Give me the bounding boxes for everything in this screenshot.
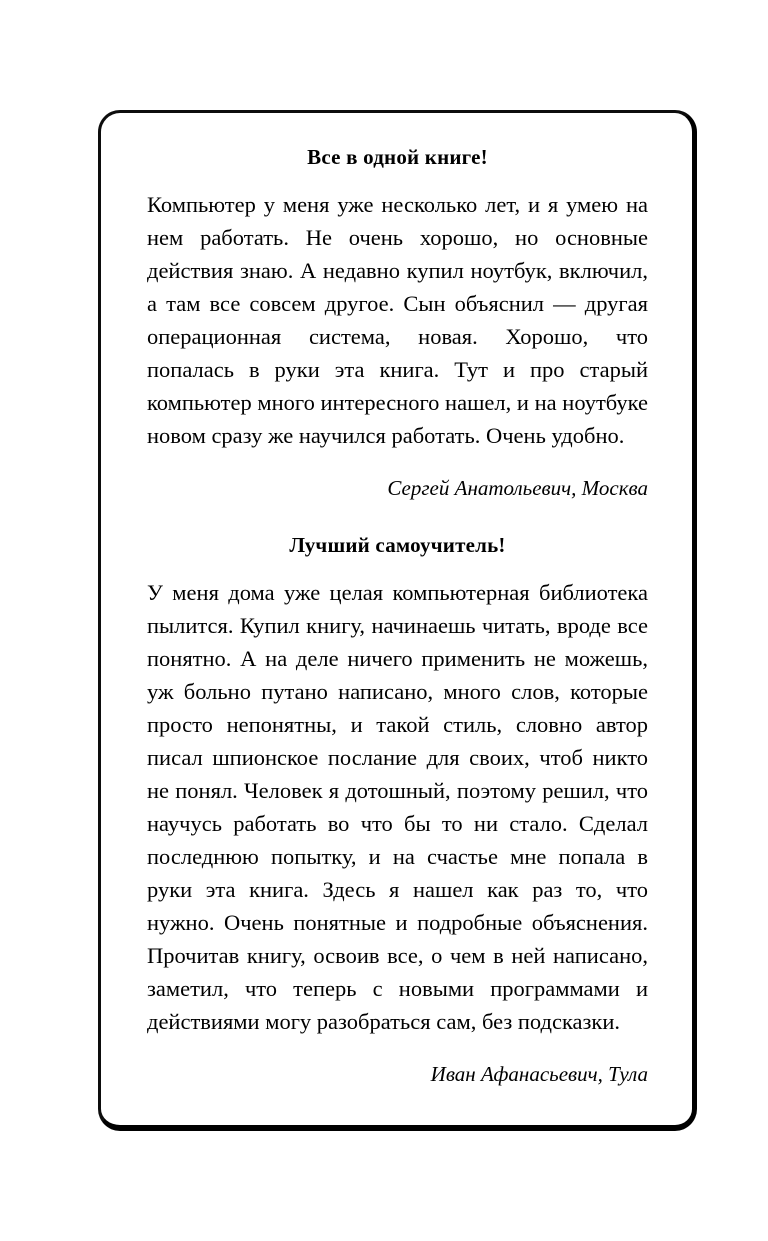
testimonial-body: У меня дома уже целая компьютерная библиотека пылится. Купил книгу, начинаешь читать, вроде все понятно. А на деле ничего применить не можешь, уж больно путано написано, много слов, которые просто непонятны, и такой стиль, словно автор писал шпионское послание для своих, чтоб никто не понял. Человек я дотошный, поэтому решил, что научусь работать во что бы то ни стало. Сделал последнюю попытку, и на счастье мне попала в руки эта книга. Здесь я нашел как раз то, что нужно. Очень понятные и подробные объяснения. Прочитав книгу, освоив все, о чем в ней написано, заметил, что теперь с новыми программами и действиями могу разобраться сам, без подсказки. xyxy=(147,580,648,1034)
testimonial-attribution: Сергей Анатольевич, Москва xyxy=(387,476,648,500)
testimonial-heading: Все в одной книге! xyxy=(307,145,488,169)
testimonial-block xyxy=(147,144,648,502)
testimonial-heading: Лучший самоучитель! xyxy=(289,533,506,557)
testimonial-body: Компьютер у меня уже несколько лет, и я умею на нем работать. Не очень хорошо, но основные действия знаю. А недавно купил ноутбук, включил, а там все совсем другое. Сын объяснил — другая операционная система, новая. Хорошо, что попалась в руки эта книга. Тут и про старый компьютер много интересного нашел, и на ноутбуке новом сразу же научился работать. Очень удобно. xyxy=(147,192,648,448)
testimonial-content xyxy=(147,110,648,1120)
testimonial-block xyxy=(147,532,648,1088)
testimonial-attribution: Иван Афанасьевич, Тула xyxy=(430,1062,648,1086)
section-spacer xyxy=(147,502,648,532)
